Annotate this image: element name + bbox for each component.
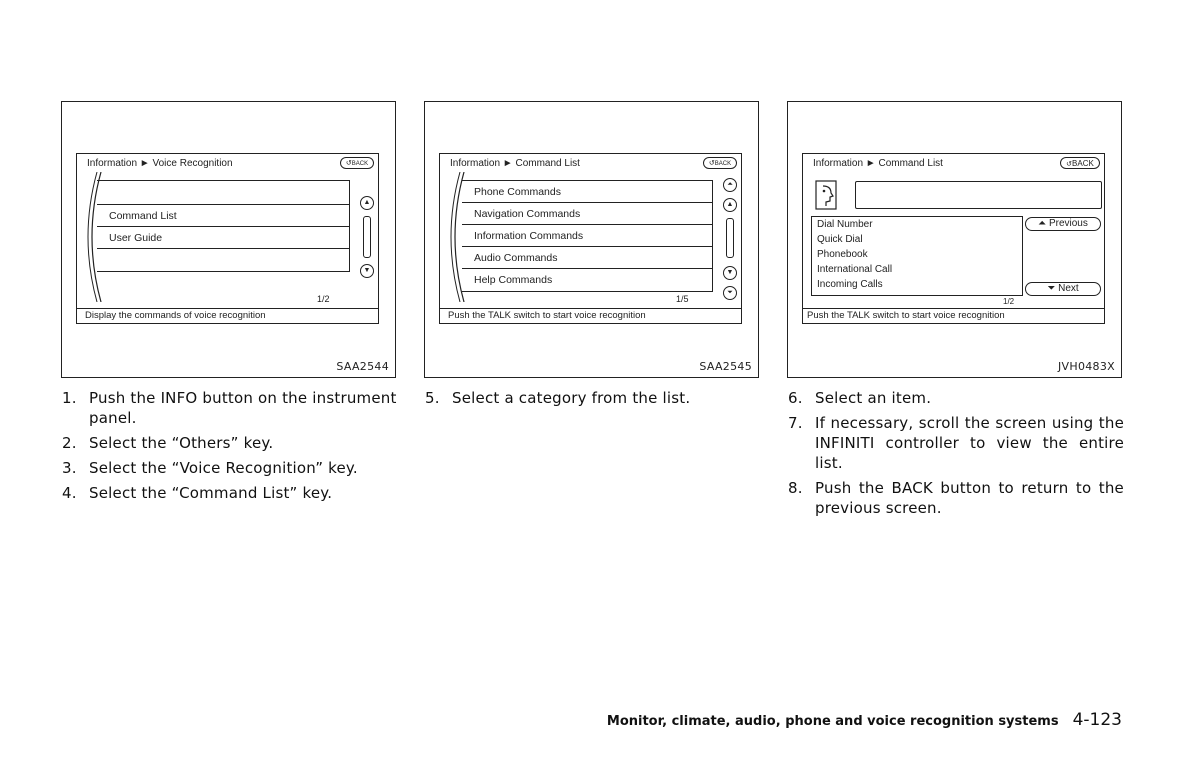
step-item: 1. Push the INFO button on the instrument panel.	[62, 389, 397, 427]
page-indicator: 1/2	[1003, 297, 1015, 306]
screen-header	[440, 154, 741, 174]
section-title: Monitor, climate, audio, phone and voice recognition systems	[606, 714, 1059, 729]
back-arrow-icon: ↺	[708, 160, 715, 167]
item-list	[811, 216, 1023, 296]
voice-input-box	[855, 181, 1102, 209]
figure-code: JVH0483X	[1058, 360, 1115, 373]
page-down-icon[interactable]: ⏷	[723, 286, 737, 300]
voice-head-icon	[815, 180, 837, 210]
display-screen	[802, 153, 1105, 324]
page-number: 4-123	[1072, 710, 1122, 730]
back-button[interactable]: ↺BACK	[703, 157, 737, 169]
steps-column-1	[62, 388, 398, 508]
steps-column-2	[425, 388, 761, 413]
figure-code: SAA2544	[336, 360, 389, 373]
page-footer	[607, 710, 1122, 730]
scroll-up-icon[interactable]: ▲	[360, 196, 374, 210]
list-item[interactable]: Dial Number	[817, 219, 873, 230]
list-item[interactable]: Information Commands	[462, 225, 712, 247]
list-item[interactable]: International Call	[817, 264, 893, 275]
screen-title: Information ► Command List	[813, 158, 943, 169]
scrollbar[interactable]	[718, 178, 744, 308]
list-item[interactable]: Audio Commands	[462, 247, 712, 269]
menu-list	[462, 180, 713, 292]
step-item: 8. Push the BACK button to return to the previous screen.	[788, 479, 1124, 517]
step-item: 2. Select the “Others” key.	[62, 434, 274, 452]
list-item[interactable]: Phone Commands	[462, 181, 712, 203]
list-item[interactable]	[97, 249, 349, 271]
previous-button[interactable]: ⏶ Previous	[1025, 217, 1101, 231]
step-item: 6. Select an item.	[788, 389, 932, 407]
list-item[interactable]	[97, 181, 349, 205]
back-arrow-icon: ↺	[345, 160, 352, 167]
screen-title: Information ► Command List	[450, 158, 580, 169]
page-indicator: 1/2	[317, 294, 330, 304]
list-item[interactable]: Help Commands	[474, 274, 553, 286]
list-item[interactable]: Incoming Calls	[817, 279, 883, 290]
figure-code: SAA2545	[699, 360, 752, 373]
scrollbar[interactable]	[355, 196, 381, 286]
steps-column-3	[788, 388, 1124, 523]
scroll-track[interactable]	[363, 216, 371, 258]
screen-header	[803, 154, 1104, 174]
double-up-icon: ⏶	[1038, 218, 1047, 229]
list-item[interactable]: Phonebook	[817, 249, 868, 260]
scroll-down-icon[interactable]: ▼	[723, 266, 737, 280]
back-arrow-icon: ↺	[1066, 161, 1073, 168]
step-item: 4. Select the “Command List” key.	[62, 484, 333, 502]
display-screen	[439, 153, 742, 324]
back-button[interactable]: ↺BACK	[1060, 157, 1100, 169]
figure-command-list	[424, 101, 759, 378]
list-item[interactable]: Command List	[97, 205, 349, 227]
list-item[interactable]: Navigation Commands	[462, 203, 712, 225]
list-item[interactable]: User Guide	[97, 227, 349, 249]
list-item[interactable]: Quick Dial	[817, 234, 863, 245]
figure-command-items	[787, 101, 1122, 378]
scroll-up-icon[interactable]: ▲	[723, 198, 737, 212]
status-bar: Display the commands of voice recognition	[77, 308, 378, 323]
double-down-icon: ⏷	[1047, 283, 1056, 294]
status-bar: Push the TALK switch to start voice recognition	[803, 308, 1104, 323]
scroll-track[interactable]	[726, 218, 734, 258]
step-item: 5. Select a category from the list.	[425, 389, 691, 407]
display-screen	[76, 153, 379, 324]
page-indicator: 1/5	[676, 294, 689, 304]
status-bar: Push the TALK switch to start voice recognition	[440, 308, 741, 323]
step-item: 3. Select the “Voice Recognition” key.	[62, 459, 358, 477]
step-item: 7. If necessary, scroll the screen using the INFINITI controller to view the entire list.	[788, 414, 1124, 472]
figure-voice-recognition	[61, 101, 396, 378]
back-button[interactable]: ↺BACK	[340, 157, 374, 169]
screen-header	[77, 154, 378, 174]
scroll-down-icon[interactable]: ▼	[360, 264, 374, 278]
screen-title: Information ► Voice Recognition	[87, 158, 233, 169]
page-up-icon[interactable]: ⏶	[723, 178, 737, 192]
next-button[interactable]: ⏷ Next	[1025, 282, 1101, 296]
menu-list	[97, 180, 350, 272]
